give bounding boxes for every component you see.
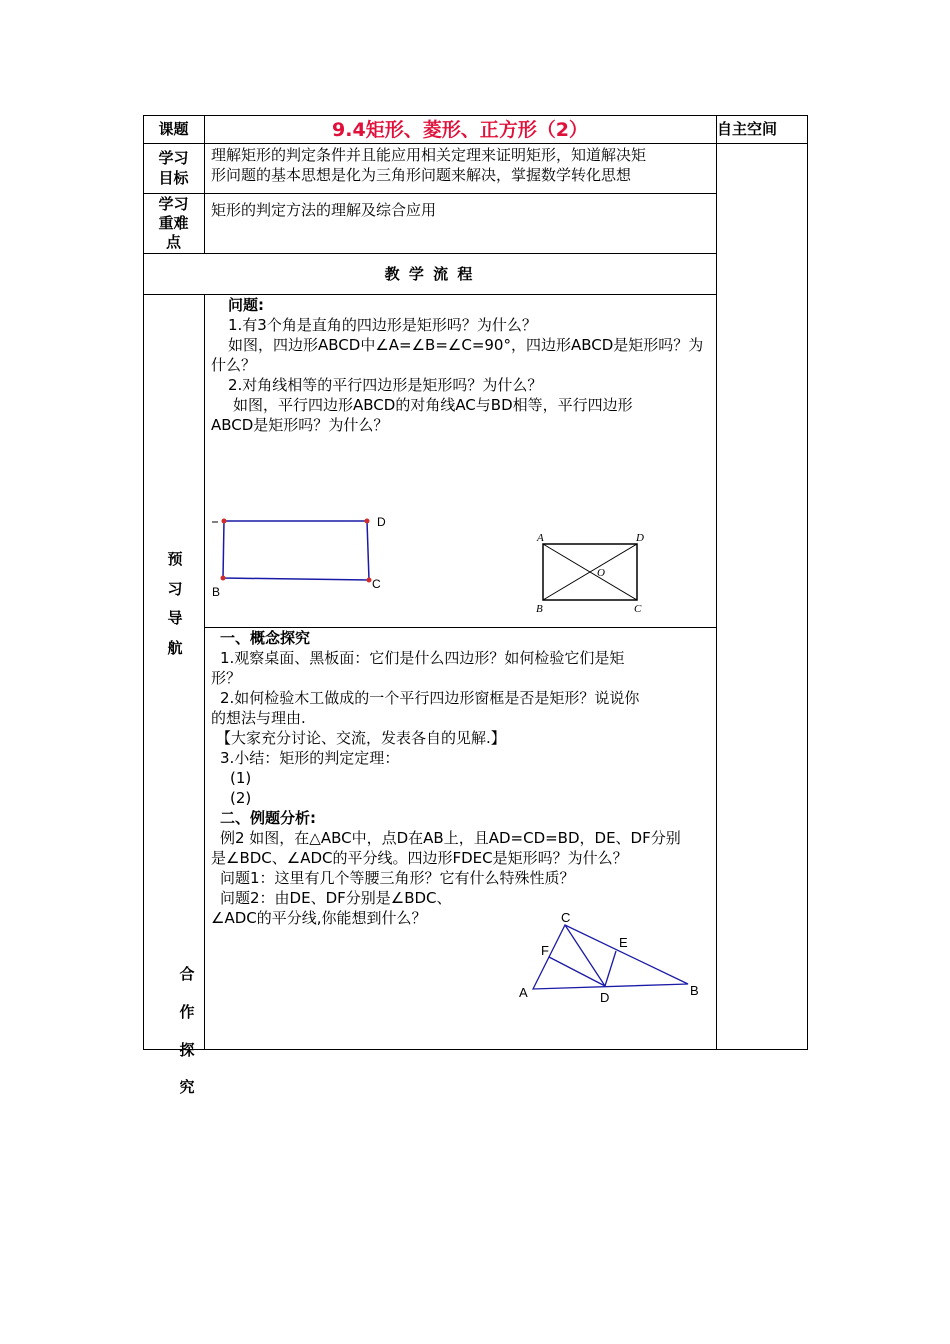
table-border-left bbox=[143, 115, 144, 1050]
blank-1: (1) bbox=[230, 769, 252, 787]
table-row-divider bbox=[143, 143, 808, 144]
explore-item-2: 2.如何检验木工做成的一个平行四边形窗框是否是矩形？说说你 bbox=[220, 689, 640, 707]
vertex-label-b: B bbox=[690, 983, 699, 998]
side-label-preview-3: 导 bbox=[167, 609, 183, 627]
key-points-text: 矩形的判定方法的理解及综合应用 bbox=[211, 201, 437, 219]
lesson-title: 9.4矩形、菱形、正方形（2） bbox=[332, 119, 588, 141]
blank-2: (2) bbox=[230, 789, 252, 807]
preview-content: 问题: 1.有3个角是直角的四边形是矩形吗？为什么？ 如图，四边形ABCD中∠A=∠B=∠C=90°，四边形ABCD是矩形吗？为 什么？ 2.对角线相等的平行四边形是矩形吗？为什么？ 如图，平行四边形ABCD的对角线AC与BD相等，平行四边形 ABCD是矩形吗？为什么？ bbox=[211, 295, 711, 435]
triangle-abc bbox=[533, 925, 688, 989]
flow-heading: 教 学 流 程 bbox=[384, 265, 475, 283]
vertex-dot bbox=[222, 519, 227, 524]
table-col-divider bbox=[716, 115, 717, 1050]
point-label-f: F bbox=[541, 943, 549, 958]
vertex-label-a: A bbox=[519, 985, 528, 1000]
question-2: 2.对角线相等的平行四边形是矩形吗？为什么？ bbox=[228, 376, 543, 394]
question-1-detail: 如图，四边形ABCD中∠A=∠B=∠C=90°，四边形ABCD是矩形吗？为 bbox=[228, 336, 704, 354]
summary-line: 3.小结：矩形的判定定理： bbox=[220, 749, 400, 767]
vertex-label-a: A bbox=[537, 532, 544, 544]
self-space-label: 自主空间 bbox=[717, 120, 778, 138]
explore-content: 一、概念探究 1.观察桌面、黑板面：它们是什么四边形？如何检验它们是矩 形？ 2.如何检验木工做成的一个平行四边形窗框是否是矩形？说说你 的想法与理由. 【大家充分讨论、交流，发表各自的见解.】 3.小结：矩形的判定定理： (1) (2) 二、例题分析: 例2 如图，在△ABC中，点D在AB上，且AD=CD=BD，DE、DF分别 是∠BDC、∠ADC的平分线。四边形FDEC是矩形吗？为什么？ 问题1：这里有几个等腰三角形？它有什么特殊性质？ 问题2：由DE、DF分别是∠BDC、 ∠ADC的平分线,你能想到什么？ bbox=[211, 628, 711, 928]
table-border-bottom bbox=[143, 1049, 808, 1050]
point-label-e: E bbox=[619, 935, 628, 950]
explore-item-1: 1.观察桌面、黑板面：它们是什么四边形？如何检验它们是矩 bbox=[220, 649, 625, 667]
question-1: 1.有3个角是直角的四边形是矩形吗？为什么？ bbox=[228, 316, 537, 334]
side-label-explore-2: 作 bbox=[179, 1003, 195, 1021]
vertex-label-c: C bbox=[372, 577, 381, 591]
vertex-label-b: B bbox=[536, 603, 543, 615]
question-heading: 问题: bbox=[228, 296, 264, 314]
question-2-detail: 如图，平行四边形ABCD的对角线AC与BD相等，平行四边形 bbox=[233, 396, 633, 414]
vertex-label-c: C bbox=[634, 603, 642, 615]
table-row-divider bbox=[143, 193, 716, 194]
vertex-dot bbox=[367, 578, 372, 583]
side-label-explore-1: 合 bbox=[179, 965, 195, 983]
point-label-d: D bbox=[600, 990, 610, 1005]
objectives-text: 理解矩形的判定条件并且能应用相关定理来证明矩形，知道解决矩 形问题的基本思想是化为三角形问题来解决，掌握数学转化思想 bbox=[211, 146, 647, 184]
example-2: 例2 如图，在△ABC中，点D在AB上，且AD=CD=BD，DE、DF分别 bbox=[220, 829, 681, 847]
question-1-example: 问题1：这里有几个等腰三角形？它有什么特殊性质？ bbox=[220, 869, 575, 887]
section-1-heading: 一、概念探究 bbox=[220, 629, 311, 647]
segment-df bbox=[549, 957, 605, 986]
vertex-label-d: D bbox=[377, 515, 386, 529]
side-label-explore-3: 探 bbox=[179, 1041, 195, 1059]
side-label-preview-2: 习 bbox=[167, 580, 183, 598]
table-row-divider bbox=[143, 253, 716, 254]
segment-de bbox=[605, 951, 616, 986]
table-border-top bbox=[143, 115, 808, 116]
key-points-label: 学习 重难 点 bbox=[158, 195, 189, 251]
center-label-o: O bbox=[597, 567, 605, 579]
vertex-label-d: D bbox=[636, 532, 644, 544]
table-border-right bbox=[807, 115, 808, 1050]
figure-quadrilateral bbox=[206, 510, 396, 602]
question-2-example: 问题2：由DE、DF分别是∠BDC、 bbox=[220, 889, 452, 907]
vertex-label-b: B bbox=[212, 585, 221, 599]
table-col-divider bbox=[204, 294, 205, 1050]
section-2-heading: 二、例题分析: bbox=[220, 809, 316, 827]
vertex-dot bbox=[221, 576, 226, 581]
topic-label: 课题 bbox=[158, 120, 189, 138]
objectives-label: 学习 目标 bbox=[158, 149, 189, 187]
side-label-explore-4: 究 bbox=[179, 1078, 195, 1096]
side-label-preview-1: 预 bbox=[167, 550, 183, 568]
vertex-label-c: C bbox=[561, 910, 571, 925]
figure-triangle-abc bbox=[512, 908, 712, 1008]
side-label-preview-4: 航 bbox=[167, 639, 183, 657]
figure-parallelogram-diagonals bbox=[530, 525, 655, 617]
vertex-dot bbox=[365, 519, 370, 524]
quadrilateral-shape bbox=[223, 521, 369, 580]
discussion-note: 【大家充分讨论、交流，发表各自的见解.】 bbox=[216, 729, 506, 747]
